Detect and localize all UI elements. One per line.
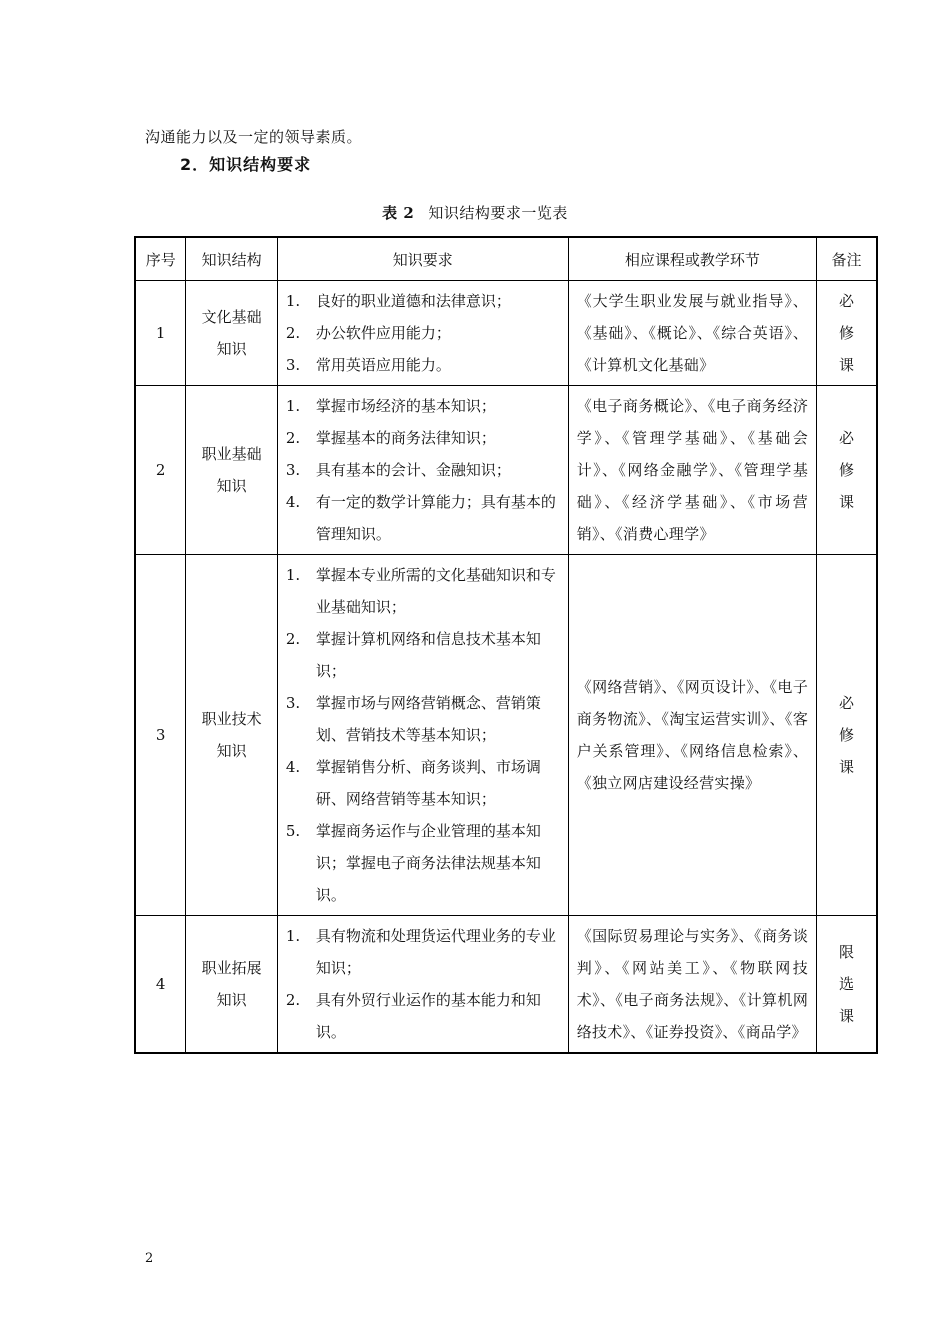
- cell-note: [817, 916, 877, 1054]
- requirement-number: 2.: [285, 991, 301, 1009]
- requirement-text: 办公软件应用能力；: [315, 324, 451, 342]
- category-line: 文化基础: [201, 308, 262, 326]
- header-no: 序号: [135, 237, 186, 281]
- note-char: 修: [839, 726, 855, 744]
- note-char: 必: [839, 292, 855, 310]
- header-note: 备注: [817, 237, 877, 281]
- requirement-number: 5.: [285, 822, 301, 840]
- header-category: 知识结构: [186, 237, 277, 281]
- requirement-number: 1.: [285, 566, 301, 584]
- requirement-number: 1.: [285, 292, 301, 310]
- requirement-item: [286, 422, 560, 454]
- cell-requirements: [277, 281, 568, 386]
- requirement-item: [286, 815, 560, 911]
- requirement-text: 掌握商务运作与企业管理的基本知识；掌握电子商务法律法规基本知识。: [315, 822, 541, 904]
- requirement-text: 掌握市场与网络营销概念、营销策划、营销技术等基本知识；: [315, 694, 541, 744]
- cell-no: 4: [135, 916, 186, 1054]
- requirement-item: [286, 984, 560, 1048]
- requirement-item: [286, 486, 560, 550]
- requirement-text: 具有物流和处理货运代理业务的专业知识；: [315, 927, 556, 977]
- note-char: 课: [839, 493, 855, 511]
- requirement-item: [286, 390, 560, 422]
- knowledge-structure-table: [134, 236, 878, 1054]
- cell-courses: 《大学生职业发展与就业指导》、《基础》、《概论》、《综合英语》、《计算机文化基础》: [568, 281, 816, 386]
- cell-note: [817, 281, 877, 386]
- requirement-number: 3.: [285, 356, 301, 374]
- note-char: 限: [839, 943, 855, 961]
- note-char: 课: [839, 356, 855, 374]
- category-line: 知识: [216, 477, 247, 495]
- requirement-text: 掌握计算机网络和信息技术基本知识；: [315, 630, 541, 680]
- requirement-number: 1.: [285, 397, 301, 415]
- note-char: 修: [839, 324, 855, 342]
- cell-courses: 《网络营销》、《网页设计》、《电子商务物流》、《淘宝运营实训》、《客户关系管理》、《网络信息检索》、《独立网店建设经营实操》: [568, 555, 816, 916]
- requirement-text: 良好的职业道德和法律意识；: [315, 292, 511, 310]
- requirement-item: [286, 349, 560, 381]
- cell-requirements: [277, 386, 568, 555]
- requirement-item: [286, 285, 560, 317]
- note-char: 课: [839, 1007, 855, 1025]
- note-char: 必: [839, 429, 855, 447]
- note-char: 必: [839, 694, 855, 712]
- cell-category: [186, 555, 277, 916]
- note-char: 课: [839, 758, 855, 776]
- table-row: [135, 555, 877, 916]
- requirement-number: 3.: [285, 461, 301, 479]
- cell-category: [186, 916, 277, 1054]
- requirement-text: 具有基本的会计、金融知识；: [315, 461, 511, 479]
- table-caption: [0, 202, 950, 223]
- note-char: 选: [839, 975, 855, 993]
- table-row: [135, 281, 877, 386]
- category-line: 知识: [216, 340, 247, 358]
- requirement-text: 掌握基本的商务法律知识；: [315, 429, 496, 447]
- requirement-text: 掌握市场经济的基本知识；: [315, 397, 496, 415]
- cell-note: [817, 555, 877, 916]
- requirement-number: 4.: [285, 758, 301, 776]
- requirement-text: 掌握本专业所需的文化基础知识和专业基础知识；: [315, 566, 556, 616]
- note-char: 修: [839, 461, 855, 479]
- requirement-text: 常用英语应用能力。: [315, 356, 451, 374]
- requirement-item: [286, 559, 560, 623]
- requirement-number: 1.: [285, 927, 301, 945]
- requirement-item: [286, 623, 560, 687]
- requirement-item: [286, 454, 560, 486]
- table-header-row: [135, 237, 877, 281]
- header-requirements: 知识要求: [277, 237, 568, 281]
- category-line: 职业基础: [201, 445, 262, 463]
- requirement-text: 掌握销售分析、商务谈判、市场调研、网络营销等基本知识；: [315, 758, 541, 808]
- requirement-text: 有一定的数学计算能力；具有基本的管理知识。: [315, 493, 556, 543]
- cell-no: 2: [135, 386, 186, 555]
- cell-note: [817, 386, 877, 555]
- table-row: [135, 386, 877, 555]
- category-line: 职业技术: [201, 710, 262, 728]
- table-caption-label: 表 2: [382, 204, 415, 222]
- requirement-item: [286, 317, 560, 349]
- requirement-text: 具有外贸行业运作的基本能力和知识。: [315, 991, 541, 1041]
- cell-no: 1: [135, 281, 186, 386]
- cell-requirements: [277, 555, 568, 916]
- requirement-item: [286, 687, 560, 751]
- header-courses: 相应课程或教学环节: [568, 237, 816, 281]
- cell-courses: 《电子商务概论》、《电子商务经济学》、《管理学基础》、《基础会计》、《网络金融学》、《管理学基础》、《经济学基础》、《市场营销》、《消费心理学》: [568, 386, 816, 555]
- requirement-item: [286, 751, 560, 815]
- paragraph-continuation: 沟通能力以及一定的领导素质。: [145, 128, 363, 146]
- requirement-number: 4.: [285, 493, 301, 511]
- requirement-number: 2.: [285, 324, 301, 342]
- requirement-number: 2.: [285, 429, 301, 447]
- cell-category: [186, 281, 277, 386]
- requirement-number: 2.: [285, 630, 301, 648]
- table-caption-title: 知识结构要求一览表: [428, 204, 568, 222]
- table-row: [135, 916, 877, 1054]
- category-line: 知识: [216, 991, 247, 1009]
- cell-requirements: [277, 916, 568, 1054]
- cell-courses: 《国际贸易理论与实务》、《商务谈判》、《网站美工》、《物联网技术》、《电子商务法规》、《计算机网络技术》、《证券投资》、《商品学》: [568, 916, 816, 1054]
- requirement-item: [286, 920, 560, 984]
- cell-no: 3: [135, 555, 186, 916]
- cell-category: [186, 386, 277, 555]
- requirement-number: 3.: [285, 694, 301, 712]
- section-title: 2．知识结构要求: [180, 155, 312, 174]
- category-line: 职业拓展: [201, 959, 262, 977]
- page-number: 2: [145, 1251, 154, 1266]
- category-line: 知识: [216, 742, 247, 760]
